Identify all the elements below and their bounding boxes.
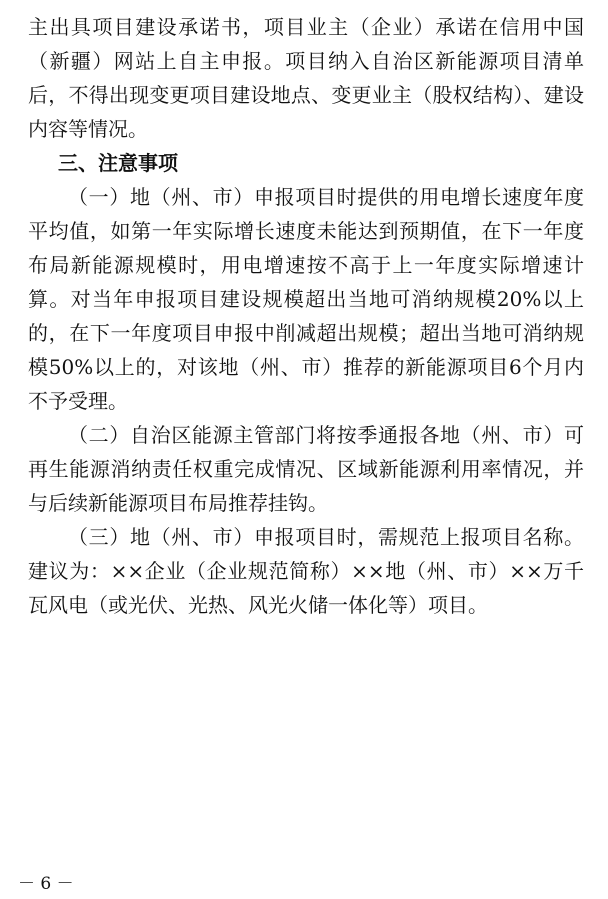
page-number: － 6 － <box>18 874 74 894</box>
notice-item-2: （二）自治区能源主管部门将按季通报各地（州、市）可再生能源消纳责任权重完成情况、区域新能源利用率情况，并与后续新能源项目布局推荐挂钩。 <box>28 423 584 515</box>
notice-item-1: （一）地（州、市）申报项目时提供的用电增长速度年度平均值，如第一年实际增长速度未能达到预期值，在下一年度布局新能源规模时，用电增速按不高于上一年度实际增速计算。对当年申报项目建设规模超出当地可消纳规模20%以上的，在下一年度项目申报中削减超出规模；超出当地可消纳规模50%以上的，对该地（州、市）推荐的新能源项目6个月内不予受理。 <box>28 185 584 413</box>
document-body <box>28 10 584 622</box>
intro-paragraph: 主出具项目建设承诺书，项目业主（企业）承诺在信用中国（新疆）网站上自主申报。项目纳入自治区新能源项目清单后，不得出现变更项目建设地点、变更业主（股权结构）、建设内容等情况。 <box>28 15 584 141</box>
section-heading: 三、注意事项 <box>58 151 178 175</box>
notice-item-3: （三）地（州、市）申报项目时，需规范上报项目名称。建议为：××企业（企业规范简称）××地（州、市）××万千瓦风电（或光伏、光热、风光火储一体化等）项目。 <box>28 525 584 617</box>
